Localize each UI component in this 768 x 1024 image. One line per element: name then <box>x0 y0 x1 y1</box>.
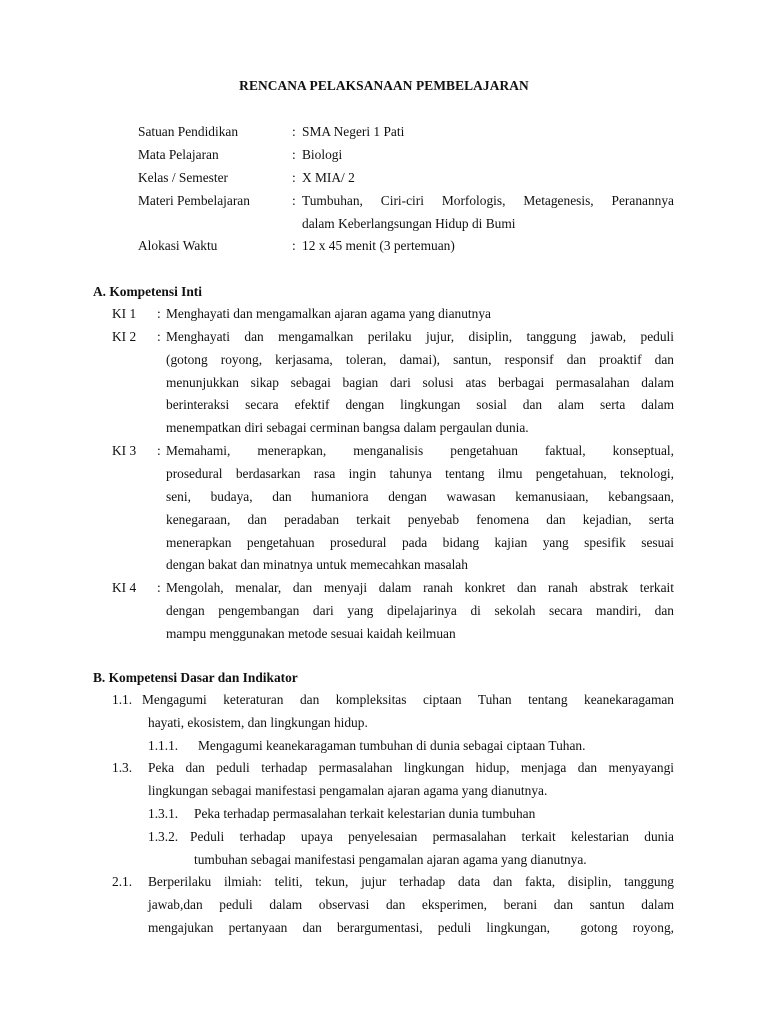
ki-text-line: prosedural berdasarkan rasa ingin tahunya tentang ilmu pengetahuan, teknologi, <box>166 466 674 481</box>
identity-label: Satuan Pendidikan <box>138 124 239 139</box>
identity-sep: : <box>292 124 296 139</box>
kd-text-line: jawab,dan peduli dalam observasi dan eksperimen, berani dan santun dalam <box>148 897 674 912</box>
indicator-text-line: tumbuhan sebagai manifestasi pengamalan ajaran agama yang dianutnya. <box>194 852 587 867</box>
kd-text-line: Peka dan peduli terhadap permasalahan lingkungan hidup, menjaga dan menyayangi <box>148 760 674 775</box>
ki-sep: : <box>157 443 161 458</box>
ki-text-line: Menghayati dan mengamalkan ajaran agama yang dianutnya <box>166 306 491 321</box>
indicator-number: 1.3.1. <box>148 806 179 821</box>
ki-sep: : <box>157 306 161 321</box>
section-heading: B. Kompetensi Dasar dan Indikator <box>93 670 298 685</box>
indicator-number: 1.1.1. <box>148 738 179 753</box>
ki-text-line: Menghayati dan mengamalkan perilaku jujur, disiplin, tanggung jawab, peduli <box>166 329 674 344</box>
ki-text-line: menempatkan diri sebagai cerminan bangsa dalam pergaulan dunia. <box>166 420 529 435</box>
ki-code: KI 2 <box>112 329 137 344</box>
kd-text-line: lingkungan sebagai manifestasi pengamalan ajaran agama yang dianutnya. <box>148 783 548 798</box>
ki-text-line: kenegaraan, dan peradaban terkait penyebab fenomena dan kejadian, serta <box>166 512 674 527</box>
ki-code: KI 4 <box>112 580 137 595</box>
identity-sep: : <box>292 238 296 253</box>
kd-text-line: hayati, ekosistem, dan lingkungan hidup. <box>148 715 368 730</box>
kd-number: 1.1. <box>112 692 133 707</box>
kd-text-line: mengajukan pertanyaan dan berargumentasi, peduli lingkungan, gotong royong, <box>148 920 674 935</box>
ki-text-line: seni, budaya, dan humaniora dengan wawasan kemanusiaan, kebangsaan, <box>166 489 674 504</box>
ki-code: KI 1 <box>112 306 137 321</box>
identity-value: Biologi <box>302 147 343 162</box>
identity-value: 12 x 45 menit (3 pertemuan) <box>302 238 455 253</box>
identity-label: Alokasi Waktu <box>138 238 218 253</box>
kd-number: 2.1. <box>112 874 133 889</box>
kd-number: 1.3. <box>112 760 133 775</box>
identity-value: dalam Keberlangsungan Hidup di Bumi <box>302 216 516 231</box>
indicator-text: Peka terhadap permasalahan terkait kelestarian dunia tumbuhan <box>194 806 536 821</box>
ki-text-line: dengan pengembangan dari yang dipelajarinya di sekolah secara mandiri, dan <box>166 603 674 618</box>
indicator-text-line: Peduli terhadap upaya penyelesaian permasalahan terkait kelestarian dunia <box>190 829 674 844</box>
identity-label: Kelas / Semester <box>138 170 228 185</box>
indicator-number: 1.3.2. <box>148 829 179 844</box>
ki-text-line: menunjukkan sikap sebagai bagian dari solusi atas berbagai permasalahan dalam <box>166 375 674 390</box>
ki-text-line: Memahami, menerapkan, menganalisis pengetahuan faktual, konseptual, <box>166 443 674 458</box>
kd-text-line: Berperilaku ilmiah: teliti, tekun, jujur terhadap data dan fakta, disiplin, tanggung <box>148 874 674 889</box>
ki-code: KI 3 <box>112 443 137 458</box>
identity-label: Materi Pembelajaran <box>138 193 250 208</box>
ki-text-line: (gotong royong, kerjasama, toleran, damai), santun, responsif dan proaktif dan <box>166 352 674 367</box>
ki-text-line: menerapkan pengetahuan prosedural pada bidang kajian yang spesifik sesuai <box>166 535 674 550</box>
ki-text-line: berinteraksi secara efektif dengan lingkungan sosial dan alam serta dalam <box>166 397 674 412</box>
identity-sep: : <box>292 193 296 208</box>
identity-value: X MIA/ 2 <box>302 170 355 185</box>
section-heading: A. Kompetensi Inti <box>93 284 202 299</box>
identity-value: Tumbuhan, Ciri-ciri Morfologis, Metagenesis, Peranannya <box>302 193 674 208</box>
document-title: RENCANA PELAKSANAAN PEMBELAJARAN <box>239 78 529 93</box>
kd-text-line: Mengagumi keteraturan dan kompleksitas ciptaan Tuhan tentang keanekaragaman <box>142 692 674 707</box>
ki-text-line: dengan bakat dan minatnya untuk memecahkan masalah <box>166 557 468 572</box>
identity-sep: : <box>292 147 296 162</box>
ki-sep: : <box>157 329 161 344</box>
identity-sep: : <box>292 170 296 185</box>
ki-sep: : <box>157 580 161 595</box>
identity-value: SMA Negeri 1 Pati <box>302 124 405 139</box>
ki-text-line: mampu menggunakan metode sesuai kaidah keilmuan <box>166 626 456 641</box>
ki-text-line: Mengolah, menalar, dan menyaji dalam ranah konkret dan ranah abstrak terkait <box>166 580 674 595</box>
indicator-text: Mengagumi keanekaragaman tumbuhan di dunia sebagai ciptaan Tuhan. <box>198 738 586 753</box>
identity-label: Mata Pelajaran <box>138 147 219 162</box>
